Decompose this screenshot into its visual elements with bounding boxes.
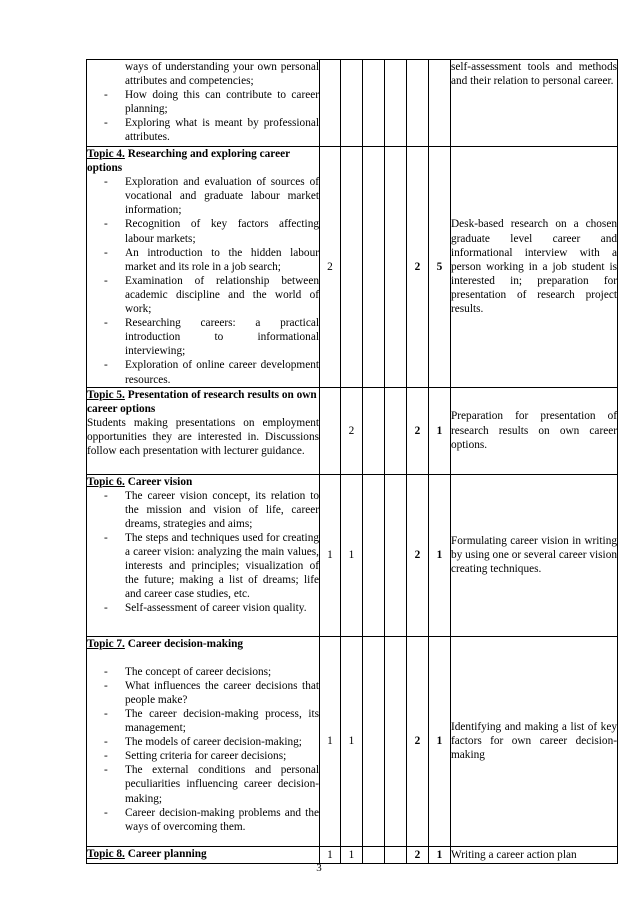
topic-list-item [87, 274, 319, 316]
list-item-text: The career vision concept, its relation to the mission and vision of life, career dreams, strategies and aims; [125, 489, 319, 530]
hours-cell-3 [363, 474, 385, 636]
hours-cell-2: 2 [341, 387, 363, 474]
hours-cell-1: 1 [320, 846, 341, 863]
list-item-text: Exploring what is meant by professional attributes. [125, 117, 319, 144]
topic-item-list [87, 175, 319, 386]
hours-cell-6: 5 [429, 147, 451, 388]
list-item-text: The career decision-making process, its management; [125, 707, 319, 735]
topic-list-item [87, 531, 319, 601]
topic-row [87, 147, 618, 388]
topic-title-text: Researching and exploring career options [87, 148, 290, 175]
hours-cell-4 [385, 387, 407, 474]
topic-list-item [87, 60, 319, 88]
topic-title-text: Career planning [124, 847, 207, 860]
topic-title [87, 388, 319, 416]
topic-content-cell [87, 636, 320, 846]
topic-row [87, 846, 618, 863]
hours-cell-4 [385, 60, 407, 147]
topic-title [87, 847, 319, 861]
hours-cell-4 [385, 846, 407, 863]
dash-bullet: - [104, 317, 108, 330]
dash-bullet: - [104, 218, 108, 231]
topic-item-list [87, 665, 319, 834]
list-item-text: Exploration and evaluation of sources of vocational and graduate labour market information; [125, 176, 319, 217]
list-item-text: What influences the career decisions that people make? [125, 679, 319, 706]
topic-list-item [87, 246, 319, 274]
hours-cell-2: 1 [341, 636, 363, 846]
list-item-text: The models of career decision-making; [125, 736, 302, 749]
hours-cell-5: 2 [407, 636, 429, 846]
topic-content-cell [87, 474, 320, 636]
topic-list-item [87, 707, 319, 735]
topic-list-item [87, 175, 319, 217]
spacer [87, 651, 319, 665]
hours-cell-5 [407, 60, 429, 147]
dash-bullet: - [104, 764, 108, 777]
list-item-text: Examination of relationship between academic discipline and the world of work; [125, 274, 319, 316]
hours-cell-2 [341, 60, 363, 147]
topic-number: Topic 8. [87, 847, 125, 860]
topic-row [87, 474, 618, 636]
hours-cell-1: 2 [320, 147, 341, 388]
hours-cell-3 [363, 60, 385, 147]
hours-cell-6 [429, 60, 451, 147]
topic-item-list [87, 60, 319, 145]
topic-list-item [87, 665, 319, 679]
hours-cell-5: 2 [407, 387, 429, 474]
hours-cell-2: 1 [341, 846, 363, 863]
topic-title [87, 147, 319, 175]
self-study-description: Formulating career vision in writing by using one or several career vision creating techniques. [451, 474, 618, 636]
self-study-description: Identifying and making a list of key factors for own career decision-making [451, 636, 618, 846]
list-item-text: The concept of career decisions; [125, 665, 272, 678]
topic-list-item [87, 763, 319, 805]
dash-bullet: - [104, 707, 108, 720]
hours-cell-3 [363, 846, 385, 863]
list-item-text: Recognition of key factors affecting labour markets; [125, 218, 319, 245]
topic-title-text: Career decision-making [124, 637, 244, 650]
hours-cell-1: 1 [320, 636, 341, 846]
topic-number: Topic 6. [87, 475, 125, 488]
hours-cell-4 [385, 474, 407, 636]
hours-cell-6: 1 [429, 846, 451, 863]
hours-cell-5: 2 [407, 474, 429, 636]
topic-row [87, 636, 618, 846]
list-item-text: Career decision-making problems and the ways of overcoming them. [125, 806, 319, 833]
hours-cell-3 [363, 387, 385, 474]
hours-cell-2 [341, 147, 363, 388]
topic-title-text: Career vision [124, 475, 193, 488]
dash-bullet: - [104, 602, 108, 615]
topic-list-item [87, 116, 319, 144]
self-study-description: Writing a career action plan [451, 846, 618, 863]
topic-list-item [87, 88, 319, 116]
topic-list-item [87, 316, 319, 358]
topic-number: Topic 4. [87, 148, 125, 160]
list-item-text: Researching careers: a practical introduction to informational interviewing; [125, 317, 319, 358]
topic-list-item [87, 217, 319, 245]
dash-bullet: - [104, 89, 108, 102]
dash-bullet: - [104, 489, 108, 502]
list-item-text: ways of understanding your own personal attributes and competencies; [125, 61, 319, 88]
dash-bullet: - [104, 117, 108, 130]
syllabus-table [86, 59, 618, 864]
list-item-text: Exploration of online career development resources. [125, 359, 319, 386]
dash-bullet: - [104, 176, 108, 189]
self-study-description: Desk-based research on a chosen graduate level career and informational interview with a person working in a job student is interested in; preparation for presentation of research project results. [451, 147, 618, 388]
list-item-text: An introduction to the hidden labour market and its role in a job search; [125, 246, 319, 273]
topic-content-cell [87, 387, 320, 474]
topic-row [87, 387, 618, 474]
dash-bullet: - [104, 750, 108, 763]
dash-bullet: - [104, 274, 108, 287]
topic-row [87, 60, 618, 147]
hours-cell-6: 1 [429, 387, 451, 474]
topic-list-item [87, 735, 319, 749]
topic-list-item [87, 601, 319, 615]
topic-content-cell [87, 147, 320, 388]
dash-bullet: - [104, 665, 108, 678]
topic-content-cell [87, 846, 320, 863]
topic-content-cell [87, 60, 320, 147]
topic-title [87, 475, 319, 489]
dash-bullet: - [104, 246, 108, 259]
hours-cell-6: 1 [429, 636, 451, 846]
hours-cell-2: 1 [341, 474, 363, 636]
topic-title [87, 637, 319, 651]
self-study-description: self-assessment tools and methods and their relation to personal career. [451, 60, 618, 147]
page-number: 3 [316, 862, 322, 874]
hours-cell-5: 2 [407, 147, 429, 388]
dash-bullet: - [104, 736, 108, 749]
list-item-text: Setting criteria for career decisions; [125, 750, 287, 763]
hours-cell-4 [385, 147, 407, 388]
dash-bullet: - [104, 679, 108, 692]
topic-list-item [87, 358, 319, 386]
hours-cell-1: 1 [320, 474, 341, 636]
topic-number: Topic 7. [87, 637, 125, 650]
hours-cell-4 [385, 636, 407, 846]
self-study-description: Preparation for presentation of research results on own career options. [451, 387, 618, 474]
list-item-text: Self-assessment of career vision quality. [125, 602, 307, 615]
list-item-text: How doing this can contribute to career planning; [125, 89, 319, 116]
topic-list-item [87, 806, 319, 834]
topic-list-item [87, 749, 319, 763]
topic-title-text: Presentation of research results on own career options [87, 388, 317, 415]
list-item-text: The steps and techniques used for creating a career vision: analyzing the main values, interests and principles; visualization of the future; making a list of dreams; life and career case studies, etc. [125, 531, 319, 601]
dash-bullet: - [104, 531, 108, 544]
hours-cell-1 [320, 387, 341, 474]
topic-list-item [87, 489, 319, 531]
dash-bullet: - [104, 359, 108, 372]
hours-cell-5: 2 [407, 846, 429, 863]
topic-list-item [87, 679, 319, 707]
hours-cell-3 [363, 636, 385, 846]
dash-bullet: - [104, 806, 108, 819]
hours-cell-6: 1 [429, 474, 451, 636]
topic-number: Topic 5. [87, 388, 125, 401]
hours-cell-1 [320, 60, 341, 147]
topic-description: Students making presentations on employment opportunities they are interested in. Discussions follow each presentation with lecturer guidance. [87, 416, 319, 457]
list-item-text: The external conditions and personal peculiarities influencing career decision-making; [125, 764, 319, 805]
topic-item-list [87, 489, 319, 616]
hours-cell-3 [363, 147, 385, 388]
